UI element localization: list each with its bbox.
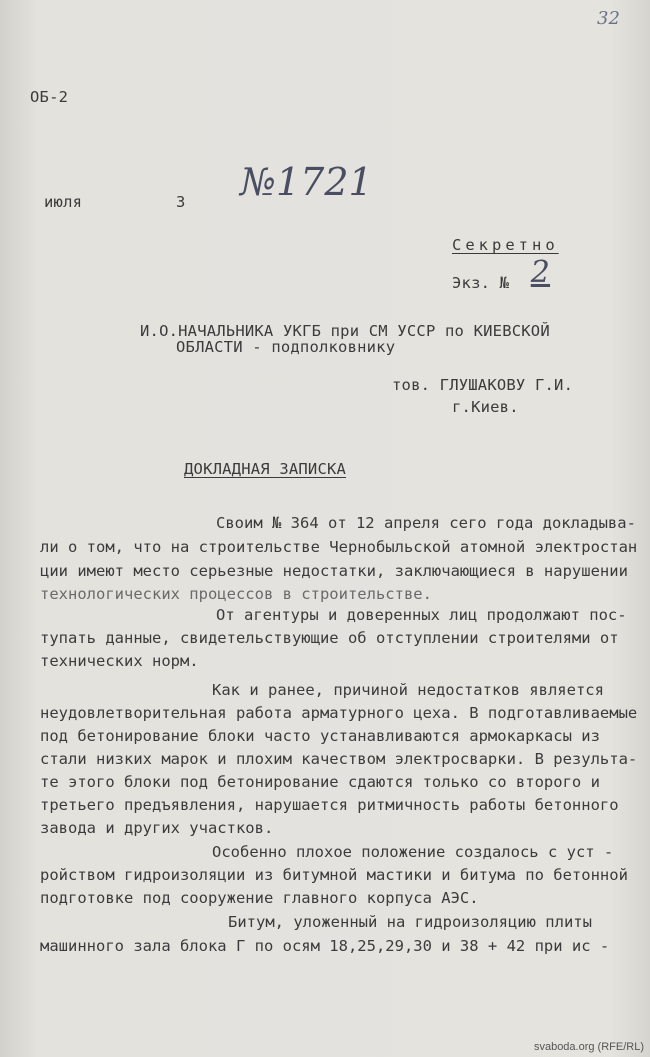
body-line: Как и ранее, причиной недостатков является: [212, 681, 604, 699]
source-watermark: svaboda.org (RFE/RL): [533, 1041, 644, 1053]
body-line: те этого блоки под бетонирование сдаются только со второго и: [40, 773, 600, 791]
addressee-line-2: ОБЛАСТИ - подполковнику: [176, 338, 396, 356]
date-month: июля: [44, 193, 83, 211]
form-code: ОБ-2: [30, 88, 69, 106]
body-line: Особенно плохое положение создалось с уст -: [212, 843, 614, 861]
body-line: третьего предъявления, нарушается ритмичность работы бетонного: [40, 796, 619, 814]
body-line: тупать данные, свидетельствующие об отступлении строителями от: [40, 629, 619, 647]
body-line: ции имеют место серьезные недостатки, заключающиеся в нарушении: [40, 562, 628, 580]
registration-number: №1721: [240, 160, 373, 204]
body-line: Битум, уложенный на гидроизоляцию плиты: [228, 913, 592, 931]
body-line: неудовлетворительная работа арматурного цеха. В подготавливаемые: [40, 704, 638, 722]
addressee-city: г.Киев.: [452, 398, 519, 416]
copy-number: 2: [530, 255, 551, 290]
date-day: 3: [176, 193, 186, 211]
document-title: ДОКЛАДНАЯ ЗАПИСКА: [184, 460, 347, 478]
page-number: 32: [597, 8, 620, 29]
body-line: стали низких марок и плохим качеством электросварки. В результа-: [40, 750, 638, 768]
body-line: ли о том, что на строительстве Чернобыльской атомной электростан: [40, 538, 638, 556]
body-line: ройством гидроизоляции из битумной мастики и битума по бетонной: [40, 866, 628, 884]
body-line: подготовке под сооружение главного корпуса АЭС.: [40, 889, 479, 907]
secret-stamp: Секретно: [452, 236, 559, 254]
body-line: От агентуры и доверенных лиц продолжают пос-: [216, 606, 627, 624]
body-line: машинного зала блока Г по осям 18,25,29,30 и 38 + 42 при ис -: [40, 937, 610, 955]
body-line: Своим № 364 от 12 апреля сего года докладыва-: [216, 514, 636, 532]
body-line: технологических процессов в строительстве.: [40, 585, 432, 603]
body-line: завода и других участков.: [40, 819, 274, 837]
addressee-name: тов. ГЛУШАКОВУ Г.И.: [392, 376, 574, 394]
body-line: под бетонирование блоки часто устанавливаются армокаркасы из: [40, 727, 600, 745]
addressee-line-1: И.О.НАЧАЛЬНИКА УКГБ при СМ УССР по КИЕВСКОЙ: [140, 322, 550, 340]
copy-prefix: Экз. №: [452, 274, 510, 292]
body-line: технических норм.: [40, 652, 199, 670]
